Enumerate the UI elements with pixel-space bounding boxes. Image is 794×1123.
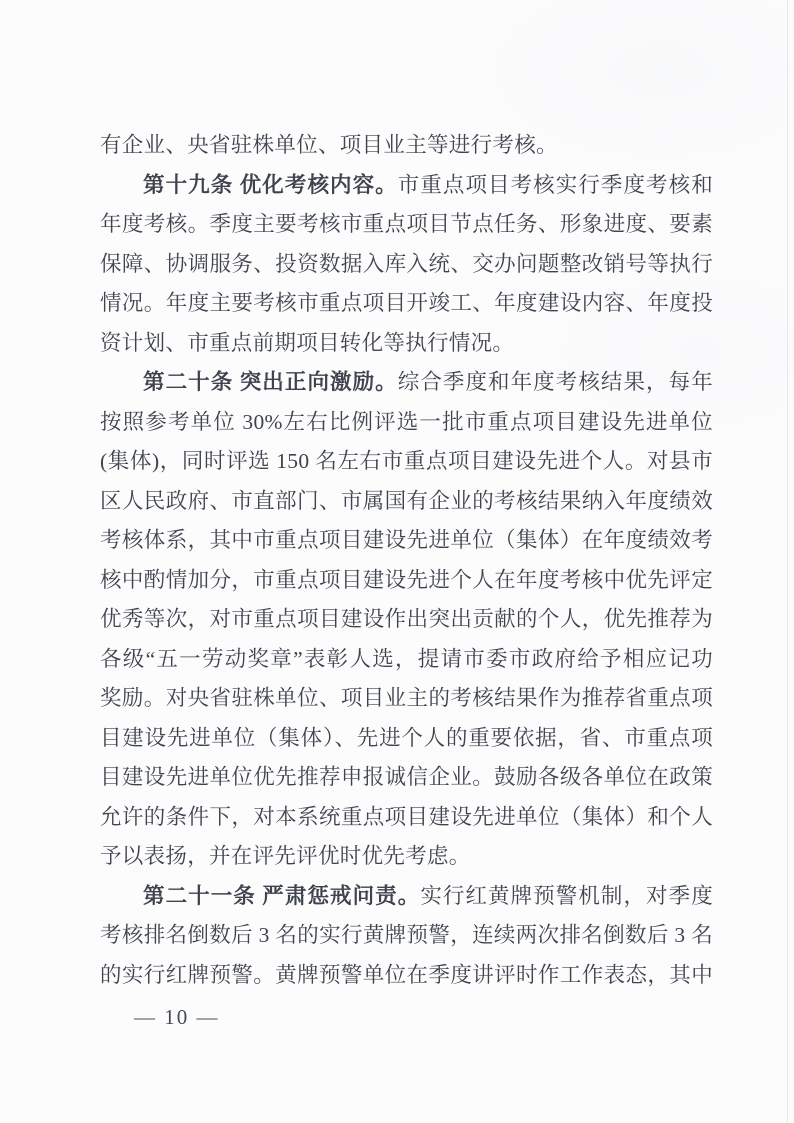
article-heading: 第二十一条 严肃惩戒问责。: [143, 883, 421, 908]
text-line: [100, 679, 713, 719]
text-segment: 实行红黄牌预警机制，对季度: [420, 883, 713, 908]
text-line: [100, 166, 713, 206]
page-number: — 10 —: [134, 1005, 220, 1029]
text-line: [100, 719, 713, 759]
text-segment: 资计划、市重点前期项目转化等执行情况。: [100, 330, 515, 355]
text-line: [100, 126, 713, 166]
text-line: [100, 521, 713, 561]
text-segment: 按照参考单位 30%左右比例评选一批市重点项目建设先进单位: [100, 409, 713, 434]
text-segment: 有企业、央省驻株单位、项目业主等进行考核。: [100, 133, 558, 157]
text-line: [100, 877, 713, 917]
text-line: [100, 916, 713, 956]
text-segment: 目建设先进单位（集体）、先进个人的重要依据，省、市重点项: [100, 725, 713, 750]
text-line: [100, 403, 713, 443]
text-segment: 各级“五一劳动奖章”表彰人选，提请市委市政府给予相应记功: [100, 646, 713, 671]
text-segment: (集体)，同时评选 150 名左右市重点项目建设先进个人。对县市: [100, 449, 713, 473]
document-body: [100, 126, 713, 995]
article-heading: 第二十条 突出正向激励。: [143, 370, 398, 394]
text-line: [100, 758, 713, 798]
text-segment: 目建设先进单位优先推荐申报诚信企业。鼓励各级各单位在政策: [100, 765, 713, 789]
text-segment: 的实行红牌预警。黄牌预警单位在季度讲评时作工作表态，其中: [100, 962, 713, 987]
text-segment: 允许的条件下，对本系统重点项目建设先进单位（集体）和个人: [100, 804, 713, 829]
text-segment: 予以表扬，并在评先评优时优先考虑。: [100, 844, 471, 868]
text-line: [100, 561, 713, 601]
text-segment: 区人民政府、市直部门、市属国有企业的考核结果纳入年度绩效: [100, 488, 713, 513]
text-line: [100, 640, 713, 680]
text-line: [100, 956, 713, 996]
text-line: [100, 482, 713, 522]
text-segment: 市重点项目考核实行季度考核和: [397, 172, 713, 197]
text-line: [100, 600, 713, 640]
text-segment: 综合季度和年度考核结果，每年: [397, 370, 713, 394]
text-line: [100, 245, 713, 285]
text-segment: 年度考核。季度主要考核市重点项目节点任务、形象进度、要素: [100, 212, 713, 236]
text-segment: 考核体系，其中市重点项目建设先进单位（集体）在年度绩效考: [100, 528, 713, 552]
article-heading: 第十九条 优化考核内容。: [143, 172, 398, 197]
text-segment: 保障、协调服务、投资数据入库入统、交办问题整改销号等执行: [100, 251, 713, 276]
text-line: [100, 205, 713, 245]
text-segment: 优秀等次，对市重点项目建设作出突出贡献的个人，优先推荐为: [100, 607, 713, 631]
text-segment: 考核排名倒数后 3 名的实行黄牌预警，连续两次排名倒数后 3 名: [100, 923, 713, 947]
text-line: [100, 798, 713, 838]
text-line: [100, 284, 713, 324]
text-segment: 奖励。对央省驻株单位、项目业主的考核结果作为推荐省重点项: [100, 686, 713, 710]
text-line: [100, 442, 713, 482]
text-line: [100, 837, 713, 877]
text-line: [100, 324, 713, 364]
text-line: [100, 363, 713, 403]
text-segment: 情况。年度主要考核市重点项目开竣工、年度建设内容、年度投: [100, 291, 713, 315]
scan-edge-shadow: [787, 0, 788, 1123]
text-segment: 核中酌情加分，市重点项目建设先进个人在年度考核中优先评定: [100, 567, 713, 592]
